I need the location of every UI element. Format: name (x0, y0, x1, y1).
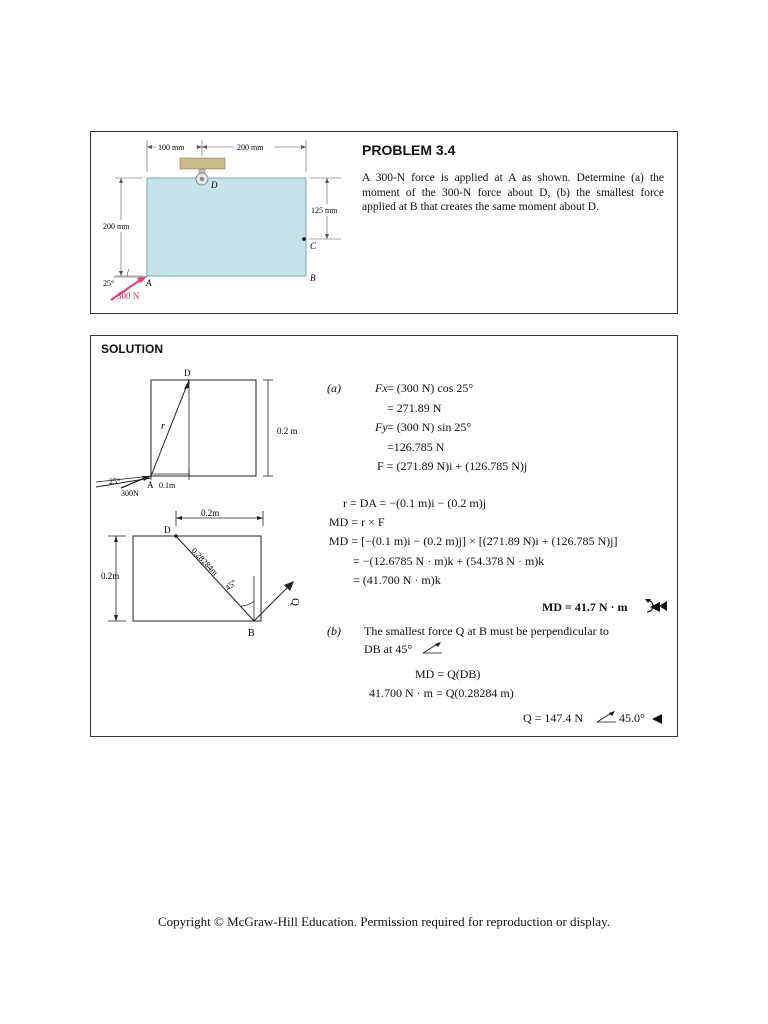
label-angle: 25° (109, 477, 121, 486)
text-b-line1: The smallest force Q at B must be perpendicular to (364, 624, 609, 638)
diagonal-db (176, 536, 254, 621)
eq-force-vector: F = (271.89 N)i + (126.785 N)j (377, 459, 528, 473)
answer-a: MD = 41.7 N · m (542, 600, 628, 614)
problem-title: PROBLEM 3.4 (362, 142, 456, 158)
eq-moment-expanded: = −(12.6785 N · m)k + (54.378 N · m)k (353, 554, 545, 568)
eq-moment-definition: MD = r × F (329, 515, 385, 529)
label-d: D (184, 368, 191, 378)
dim-height: 0.2 m (277, 426, 298, 436)
label-c: C (310, 241, 317, 251)
label-force: 300N (121, 489, 139, 498)
force-q-arrow (254, 583, 292, 621)
dim-height: 0.2m (101, 571, 120, 581)
dim-top-left: 100 mm (158, 143, 185, 152)
label-angle: 25° (103, 279, 115, 288)
angle-45-icon (422, 641, 444, 655)
support-bracket (180, 158, 225, 169)
eq-moment-substitution: MD = [−(0.1 m)i − (0.2 m)j] × [(271.89 N)i + (126.785 N)j] (329, 534, 618, 548)
label-diagonal: 0.28284m (189, 545, 221, 578)
label-d: D (164, 525, 171, 535)
dim-width: 0.2m (201, 508, 220, 518)
label-r: r (161, 421, 165, 432)
answer-marker-icon (650, 602, 660, 612)
answer-b: Q = 147.4 N (523, 711, 584, 725)
label-a: A (147, 480, 154, 490)
problem-statement: A 300-N force is applied at A as shown. Determine (a) the moment of the 300-N force about D, (b) the smallest force applied at B that creates the same moment about D. (362, 172, 664, 213)
position-vector-r (151, 380, 189, 476)
eq-fx: = (300 N) cos 25° (387, 381, 474, 395)
eq-moment-q: MD = Q(DB) (415, 667, 481, 681)
eq-q-substitution: 41.700 N · m = Q(0.28284 m) (369, 686, 514, 700)
label-b: B (248, 628, 255, 639)
plate (147, 178, 306, 276)
eq-fy: = (300 N) sin 25° (387, 420, 472, 434)
answer-b-angle: 45.0° (619, 711, 645, 725)
eq-fy-lhs: Fy (375, 420, 388, 434)
solution-sketch-2 (96, 506, 321, 641)
eq-fy-value: =126.785 N (387, 440, 445, 454)
dim-top-right: 200 mm (237, 143, 264, 152)
eq-moment-result: = (41.700 N · m)k (353, 573, 441, 587)
part-a-label: (a) (327, 381, 341, 395)
answer-marker-icon (652, 714, 662, 724)
solution-sketch-1-dim (91, 464, 321, 494)
eq-fx-value: = 271.89 N (387, 401, 442, 415)
dim-left: 200 mm (103, 222, 130, 231)
problem-figure (91, 132, 353, 313)
label-a: A (146, 278, 152, 288)
point-c (302, 237, 306, 241)
solution-box (90, 335, 678, 737)
problem-box (90, 131, 678, 314)
eq-position-vector: r = DA = −(0.1 m)i − (0.2 m)j (343, 496, 487, 510)
solution-title: SOLUTION (101, 342, 163, 356)
eq-fx-lhs: Fx (375, 381, 388, 395)
part-b-label: (b) (327, 624, 341, 638)
angle-45-icon (596, 710, 618, 724)
dim-right: 125 mm (311, 206, 338, 215)
copyright-notice: Copyright © McGraw-Hill Education. Permission required for reproduction or display. (157, 914, 611, 929)
label-b: B (310, 273, 316, 283)
dim-width: 0.1m (159, 481, 176, 490)
label-q: Q (289, 598, 301, 606)
label-force: 300 N (117, 291, 140, 301)
label-angle: 45° (222, 577, 239, 593)
label-d: D (211, 180, 218, 190)
text-b-line2: DB at 45° (364, 642, 413, 656)
